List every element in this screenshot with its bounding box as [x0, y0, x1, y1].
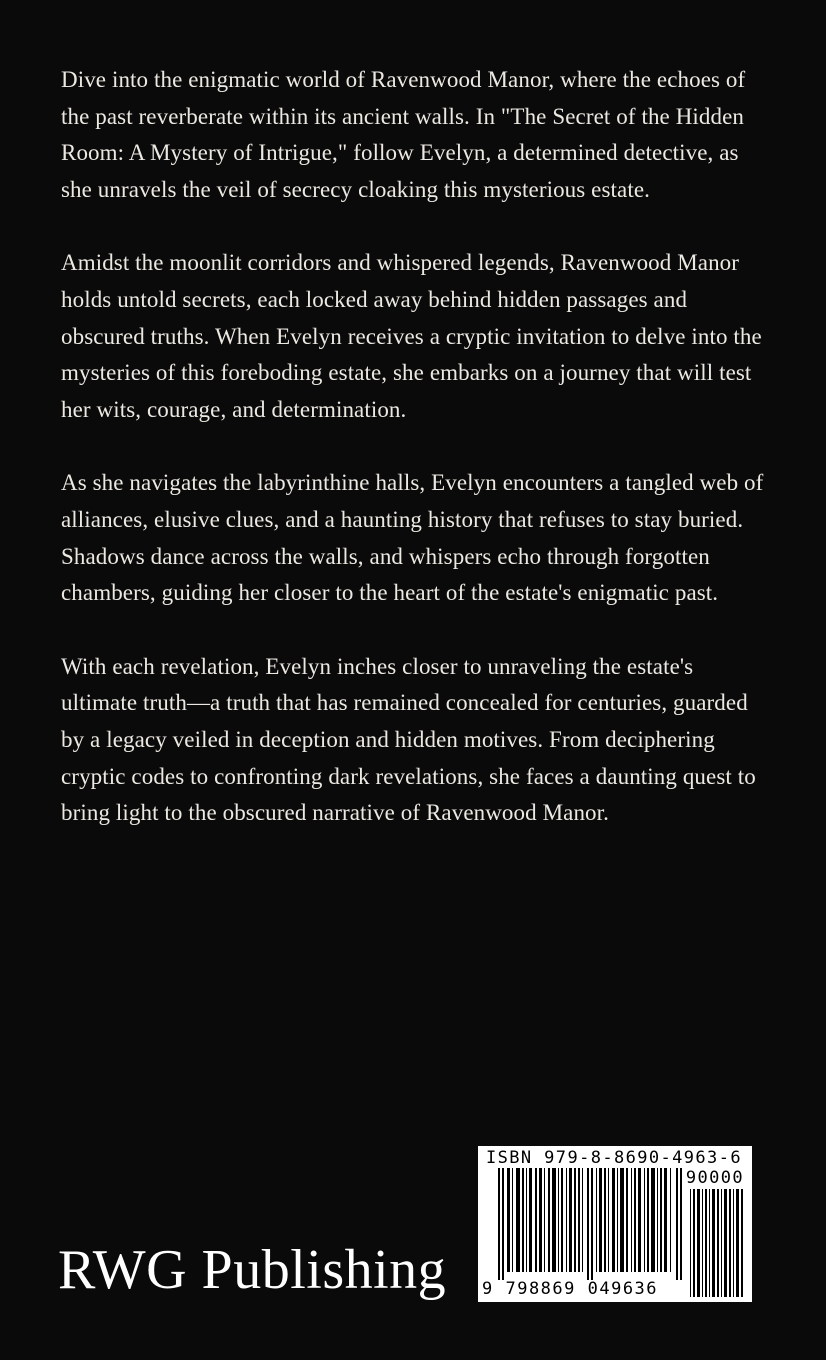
blurb-paragraph-1: Dive into the enigmatic world of Ravenwood Manor, where the echoes of the past reverberate within its ancient walls. In "The Secret of the Hidden Room: A Mystery of Intrigue," follow Evelyn, a determined detective, as she unravels the veil of secrecy cloaking this mysterious estate.	[61, 67, 746, 202]
blurb-paragraph-2: Amidst the moonlit corridors and whispered legends, Ravenwood Manor holds untold secrets, each locked away behind hidden passages and obscured truths. When Evelyn receives a cryptic invitation to delve into the mysteries of this foreboding estate, she embarks on a journey that will test her wits, courage, and determination.	[61, 250, 762, 422]
addon-barcode-bars	[690, 1189, 746, 1297]
ean-barcode-bars	[498, 1168, 684, 1280]
isbn-label: ISBN 979-8-8690-4963-6	[486, 1148, 742, 1168]
barcode-addon-digits: 90000	[685, 1168, 744, 1188]
isbn-barcode	[478, 1146, 752, 1302]
publisher-name: RWG Publishing	[58, 1239, 447, 1301]
back-cover-blurb	[61, 62, 773, 869]
blurb-paragraph-4: With each revelation, Evelyn inches closer to unraveling the estate's ultimate truth—a truth that has remained concealed for centuries, guarded by a legacy veiled in deception and hidden motives. From deciphering cryptic codes to confronting dark revelations, she faces a daunting quest to bring light to the obscured narrative of Ravenwood Manor.	[61, 653, 756, 826]
ean-digits: 9 798869 049636	[482, 1279, 659, 1299]
blurb-paragraph-3: As she navigates the labyrinthine halls, Evelyn encounters a tangled web of alliances, elusive clues, and a haunting history that refuses to stay buried. Shadows dance across the walls, and whispers echo through forgotten chambers, guiding her closer to the heart of the estate's enigmatic past.	[61, 470, 764, 606]
